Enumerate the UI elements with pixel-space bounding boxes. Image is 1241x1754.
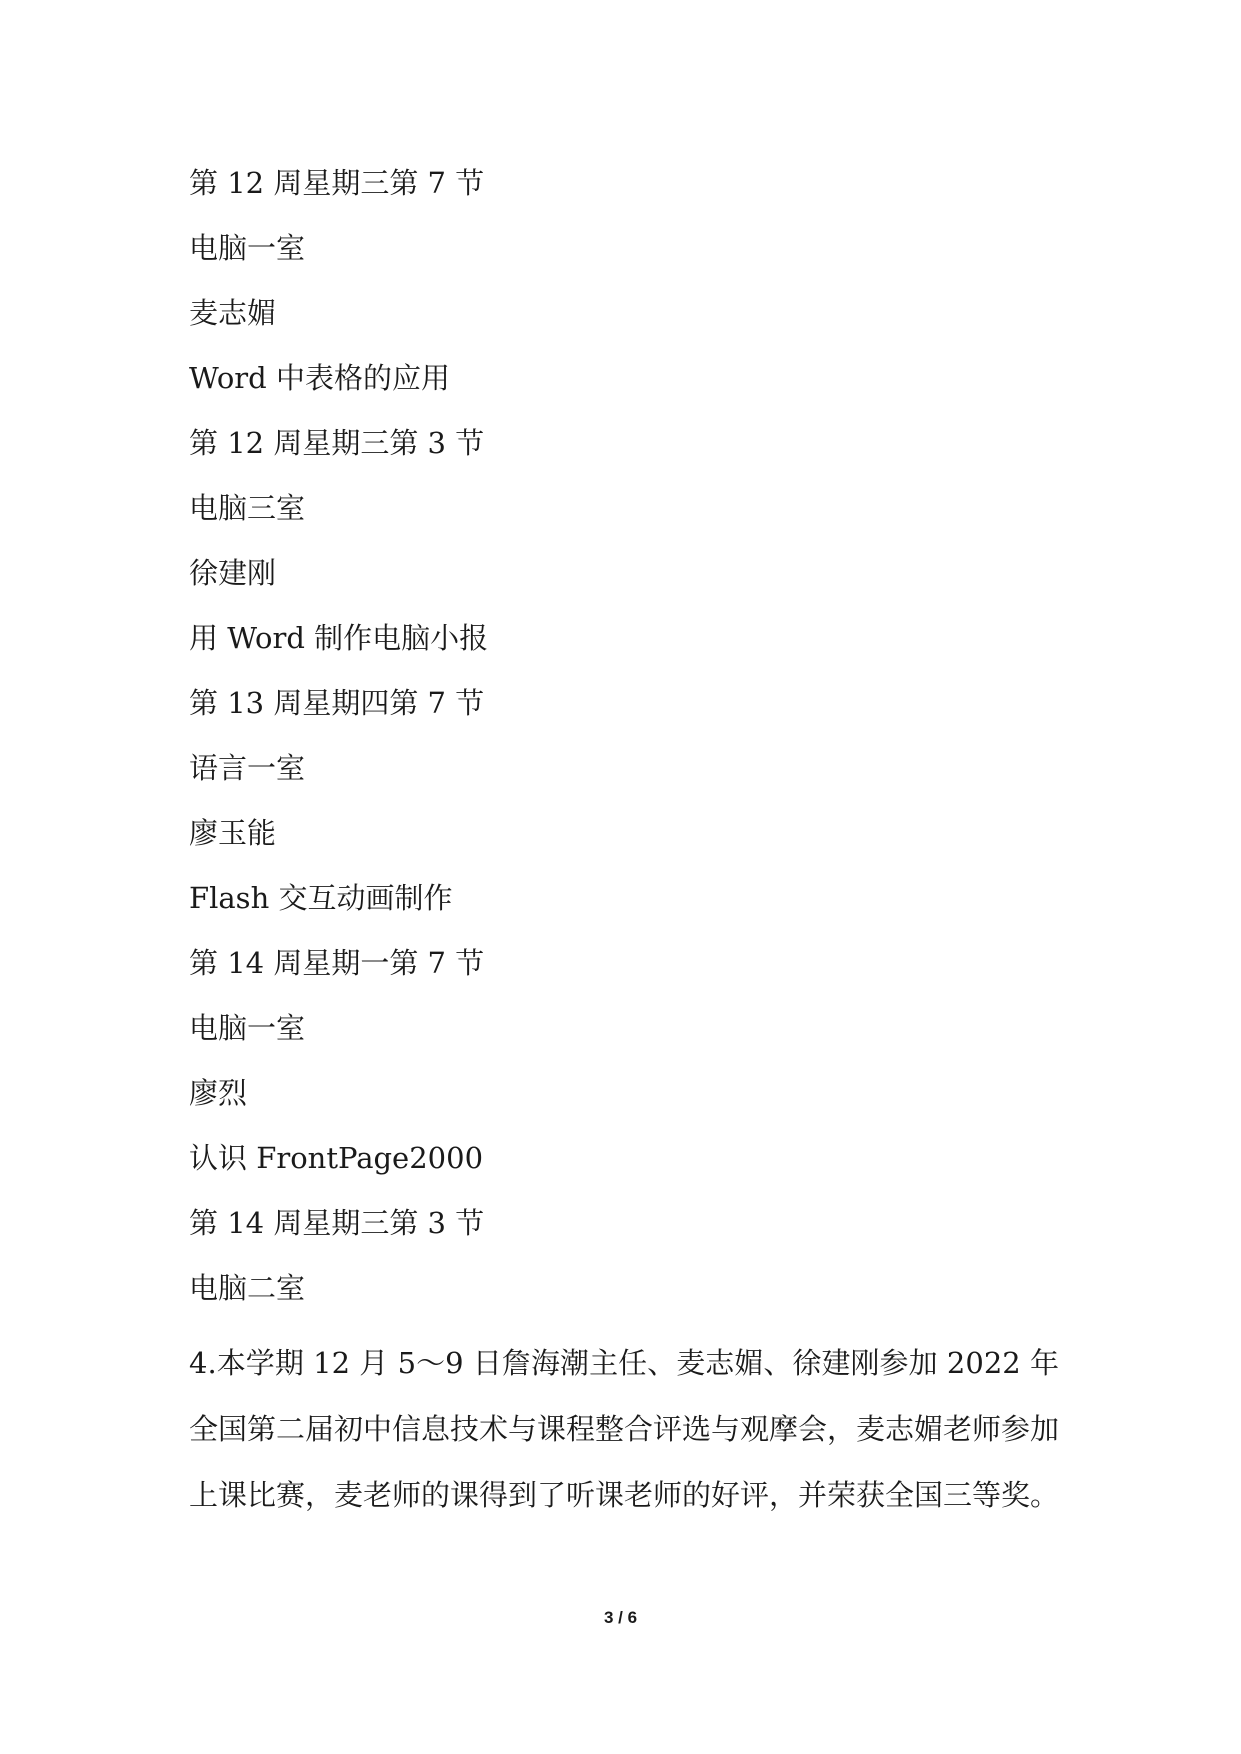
text-line: 第 13 周星期四第 7 节: [189, 686, 485, 720]
text-line: 认识 FrontPage2000: [189, 1141, 484, 1175]
text-line: 第 14 周星期一第 7 节: [189, 946, 485, 980]
text-line: 廖烈: [189, 1076, 248, 1110]
text-line: 用 Word 制作电脑小报: [189, 621, 489, 655]
text-line: 电脑一室: [189, 1011, 306, 1045]
page-number: 3 / 6: [603, 1608, 638, 1627]
text-line: 电脑一室: [189, 231, 306, 265]
text-line: 廖玉能: [189, 816, 277, 850]
text-line: 电脑三室: [189, 491, 306, 525]
text-line: 第 12 周星期三第 7 节: [189, 166, 485, 200]
text-line: Word 中表格的应用: [189, 361, 450, 395]
text-line: 语言一室: [189, 751, 306, 785]
body-paragraph: 4.本学期 12 月 5～9 日詹海潮主任、麦志媚、徐建刚参加 2022 年全国第二届初中信息技术与课程整合评选与观摩会，麦志媚老师参加上课比赛，麦老师的课得到了听课老师的好评，并荣获全国三等奖。: [189, 1346, 1060, 1512]
text-line: 电脑二室: [189, 1271, 306, 1305]
text-line: 第 12 周星期三第 3 节: [189, 426, 485, 460]
text-line: 徐建刚: [189, 556, 277, 590]
text-line: 麦志媚: [189, 296, 277, 330]
text-line: Flash 交互动画制作: [189, 881, 453, 915]
text-line: 第 14 周星期三第 3 节: [189, 1206, 485, 1240]
